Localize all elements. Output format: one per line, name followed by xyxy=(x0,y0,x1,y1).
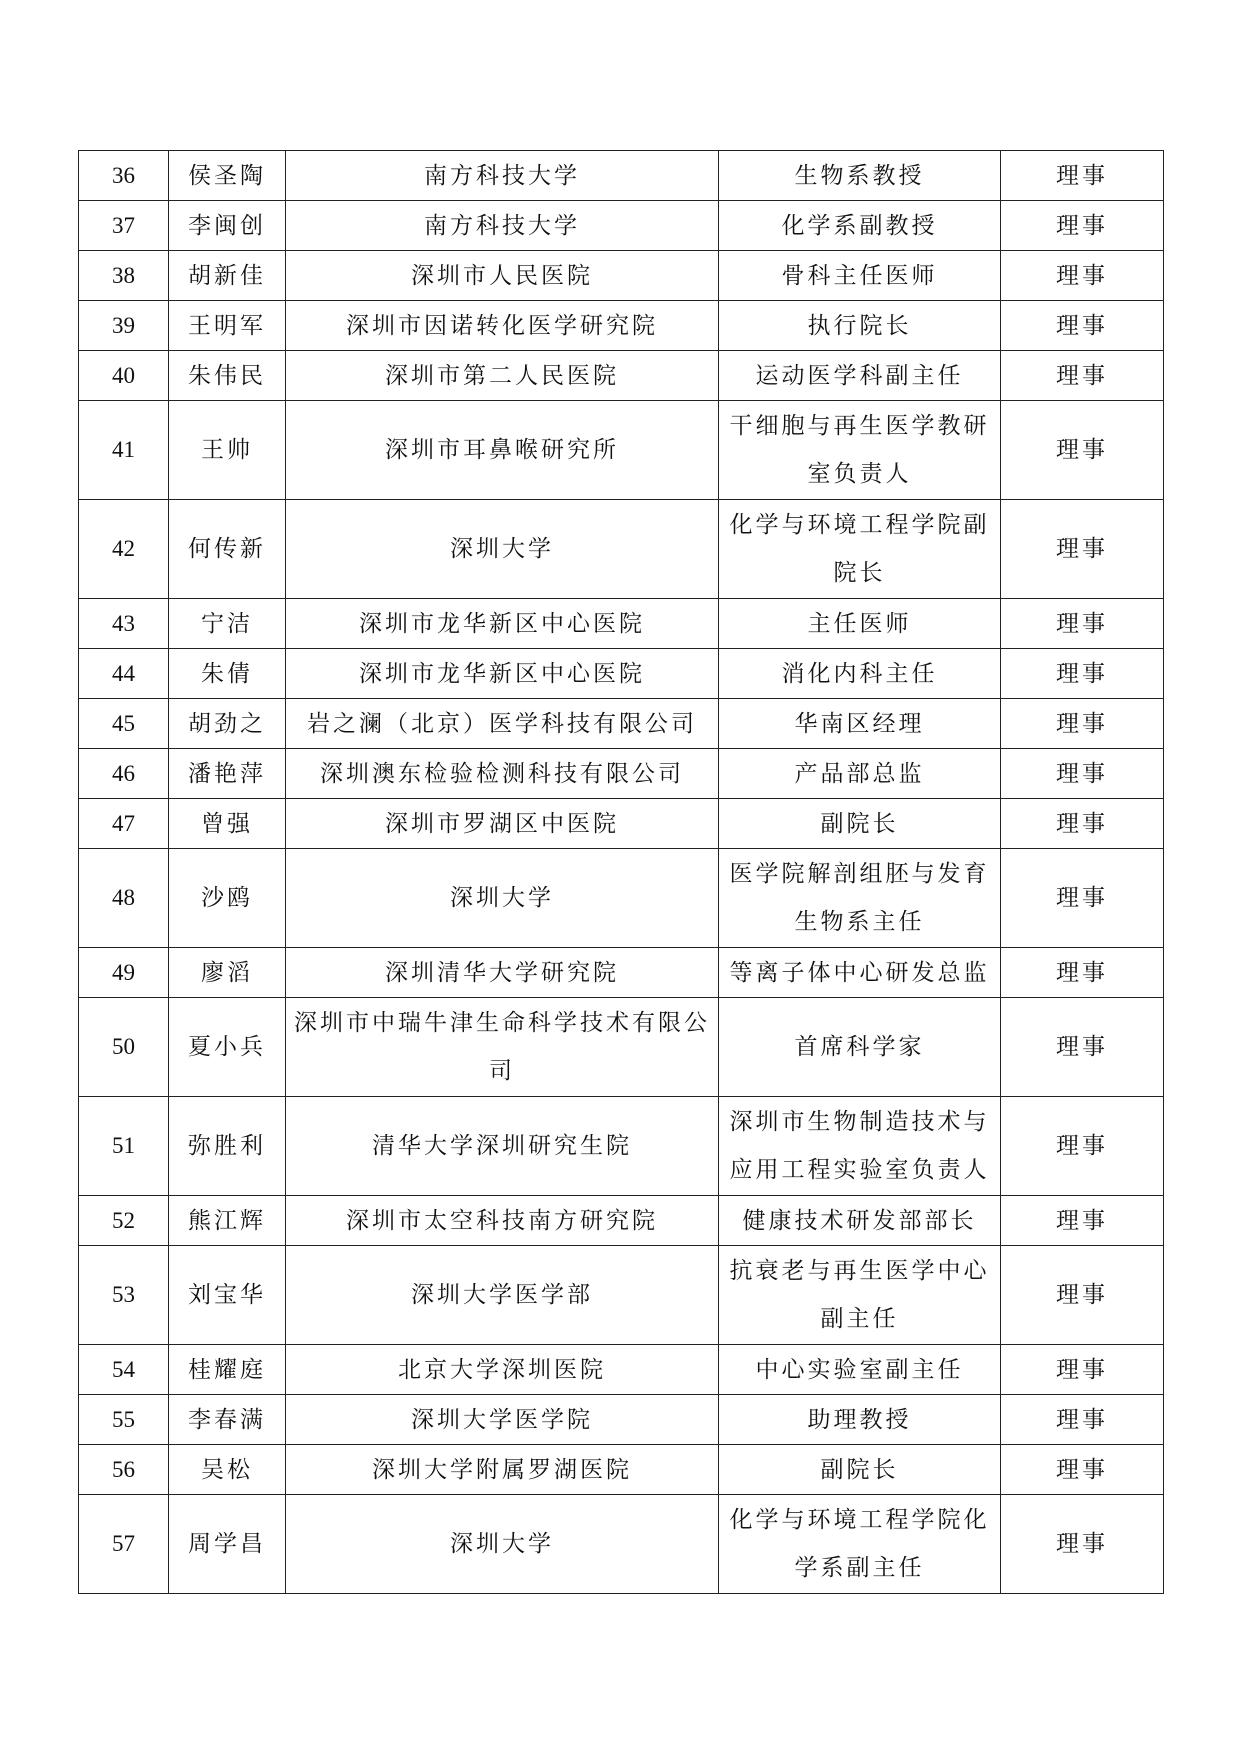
member-table-body xyxy=(79,151,1164,1594)
member-name: 吴松 xyxy=(169,1445,286,1495)
member-role: 理事 xyxy=(1001,251,1164,301)
member-role: 理事 xyxy=(1001,799,1164,849)
member-organization: 岩之澜（北京）医学科技有限公司 xyxy=(286,699,719,749)
member-name: 朱倩 xyxy=(169,649,286,699)
row-number: 47 xyxy=(79,799,169,849)
member-name: 朱伟民 xyxy=(169,351,286,401)
member-role: 理事 xyxy=(1001,1097,1164,1196)
table-row xyxy=(79,749,1164,799)
table-row xyxy=(79,699,1164,749)
member-position: 华南区经理 xyxy=(719,699,1001,749)
table-row xyxy=(79,1495,1164,1594)
member-role: 理事 xyxy=(1001,998,1164,1097)
member-organization: 深圳大学 xyxy=(286,849,719,948)
member-position: 助理教授 xyxy=(719,1395,1001,1445)
table-row xyxy=(79,201,1164,251)
member-organization: 北京大学深圳医院 xyxy=(286,1345,719,1395)
member-organization: 南方科技大学 xyxy=(286,201,719,251)
member-name: 桂耀庭 xyxy=(169,1345,286,1395)
table-row xyxy=(79,849,1164,948)
member-name: 何传新 xyxy=(169,500,286,599)
row-number: 57 xyxy=(79,1495,169,1594)
table-row xyxy=(79,1445,1164,1495)
table-row xyxy=(79,351,1164,401)
member-position: 生物系教授 xyxy=(719,151,1001,201)
member-name: 夏小兵 xyxy=(169,998,286,1097)
member-name: 弥胜利 xyxy=(169,1097,286,1196)
row-number: 45 xyxy=(79,699,169,749)
member-role: 理事 xyxy=(1001,599,1164,649)
row-number: 46 xyxy=(79,749,169,799)
table-row xyxy=(79,1097,1164,1196)
member-organization: 深圳大学 xyxy=(286,500,719,599)
member-organization: 深圳市人民医院 xyxy=(286,251,719,301)
member-organization: 南方科技大学 xyxy=(286,151,719,201)
member-name: 李春满 xyxy=(169,1395,286,1445)
member-role: 理事 xyxy=(1001,151,1164,201)
member-organization: 深圳市龙华新区中心医院 xyxy=(286,599,719,649)
member-position: 消化内科主任 xyxy=(719,649,1001,699)
member-name: 胡劲之 xyxy=(169,699,286,749)
member-organization: 深圳市因诺转化医学研究院 xyxy=(286,301,719,351)
member-role: 理事 xyxy=(1001,849,1164,948)
row-number: 51 xyxy=(79,1097,169,1196)
member-name: 胡新佳 xyxy=(169,251,286,301)
member-position: 健康技术研发部部长 xyxy=(719,1196,1001,1246)
member-role: 理事 xyxy=(1001,649,1164,699)
member-name: 曾强 xyxy=(169,799,286,849)
row-number: 44 xyxy=(79,649,169,699)
member-name: 王帅 xyxy=(169,401,286,500)
member-organization: 深圳澳东检验检测科技有限公司 xyxy=(286,749,719,799)
member-position: 运动医学科副主任 xyxy=(719,351,1001,401)
member-position: 副院长 xyxy=(719,1445,1001,1495)
row-number: 52 xyxy=(79,1196,169,1246)
table-row xyxy=(79,401,1164,500)
member-role: 理事 xyxy=(1001,1395,1164,1445)
member-organization: 深圳市罗湖区中医院 xyxy=(286,799,719,849)
row-number: 42 xyxy=(79,500,169,599)
member-table xyxy=(78,150,1164,1594)
member-organization: 深圳市耳鼻喉研究所 xyxy=(286,401,719,500)
row-number: 50 xyxy=(79,998,169,1097)
member-name: 周学昌 xyxy=(169,1495,286,1594)
member-position: 化学与环境工程学院副院长 xyxy=(719,500,1001,599)
member-organization: 深圳市中瑞牛津生命科学技术有限公司 xyxy=(286,998,719,1097)
member-position: 干细胞与再生医学教研室负责人 xyxy=(719,401,1001,500)
row-number: 49 xyxy=(79,948,169,998)
member-role: 理事 xyxy=(1001,1445,1164,1495)
member-position: 医学院解剖组胚与发育生物系主任 xyxy=(719,849,1001,948)
member-role: 理事 xyxy=(1001,301,1164,351)
member-organization: 深圳市第二人民医院 xyxy=(286,351,719,401)
member-name: 侯圣陶 xyxy=(169,151,286,201)
member-position: 副院长 xyxy=(719,799,1001,849)
row-number: 56 xyxy=(79,1445,169,1495)
row-number: 55 xyxy=(79,1395,169,1445)
table-row xyxy=(79,151,1164,201)
row-number: 48 xyxy=(79,849,169,948)
member-role: 理事 xyxy=(1001,500,1164,599)
member-role: 理事 xyxy=(1001,948,1164,998)
member-role: 理事 xyxy=(1001,1246,1164,1345)
member-position: 化学系副教授 xyxy=(719,201,1001,251)
row-number: 54 xyxy=(79,1345,169,1395)
member-position: 深圳市生物制造技术与应用工程实验室负责人 xyxy=(719,1097,1001,1196)
member-position: 等离子体中心研发总监 xyxy=(719,948,1001,998)
table-row xyxy=(79,799,1164,849)
member-position: 首席科学家 xyxy=(719,998,1001,1097)
member-name: 熊江辉 xyxy=(169,1196,286,1246)
member-organization: 深圳大学 xyxy=(286,1495,719,1594)
member-role: 理事 xyxy=(1001,699,1164,749)
member-organization: 深圳大学医学院 xyxy=(286,1395,719,1445)
table-row xyxy=(79,998,1164,1097)
row-number: 38 xyxy=(79,251,169,301)
member-name: 沙鸥 xyxy=(169,849,286,948)
member-organization: 深圳大学附属罗湖医院 xyxy=(286,1445,719,1495)
row-number: 39 xyxy=(79,301,169,351)
row-number: 37 xyxy=(79,201,169,251)
member-position: 执行院长 xyxy=(719,301,1001,351)
member-role: 理事 xyxy=(1001,401,1164,500)
table-row xyxy=(79,1395,1164,1445)
member-name: 廖滔 xyxy=(169,948,286,998)
member-position: 中心实验室副主任 xyxy=(719,1345,1001,1395)
member-role: 理事 xyxy=(1001,1495,1164,1594)
member-position: 抗衰老与再生医学中心副主任 xyxy=(719,1246,1001,1345)
table-row xyxy=(79,1196,1164,1246)
table-row xyxy=(79,599,1164,649)
member-position: 化学与环境工程学院化学系副主任 xyxy=(719,1495,1001,1594)
table-row xyxy=(79,1345,1164,1395)
row-number: 53 xyxy=(79,1246,169,1345)
member-name: 刘宝华 xyxy=(169,1246,286,1345)
row-number: 40 xyxy=(79,351,169,401)
table-row xyxy=(79,1246,1164,1345)
row-number: 41 xyxy=(79,401,169,500)
member-name: 宁洁 xyxy=(169,599,286,649)
member-organization: 深圳大学医学部 xyxy=(286,1246,719,1345)
member-name: 潘艳萍 xyxy=(169,749,286,799)
member-organization: 深圳市太空科技南方研究院 xyxy=(286,1196,719,1246)
table-row xyxy=(79,649,1164,699)
member-role: 理事 xyxy=(1001,1196,1164,1246)
member-position: 产品部总监 xyxy=(719,749,1001,799)
member-role: 理事 xyxy=(1001,351,1164,401)
member-role: 理事 xyxy=(1001,1345,1164,1395)
member-organization: 深圳市龙华新区中心医院 xyxy=(286,649,719,699)
member-organization: 深圳清华大学研究院 xyxy=(286,948,719,998)
member-role: 理事 xyxy=(1001,749,1164,799)
table-row xyxy=(79,500,1164,599)
table-row xyxy=(79,251,1164,301)
member-position: 骨科主任医师 xyxy=(719,251,1001,301)
table-row xyxy=(79,301,1164,351)
member-name: 李闽创 xyxy=(169,201,286,251)
table-row xyxy=(79,948,1164,998)
row-number: 43 xyxy=(79,599,169,649)
member-role: 理事 xyxy=(1001,201,1164,251)
row-number: 36 xyxy=(79,151,169,201)
member-organization: 清华大学深圳研究生院 xyxy=(286,1097,719,1196)
member-name: 王明军 xyxy=(169,301,286,351)
member-position: 主任医师 xyxy=(719,599,1001,649)
